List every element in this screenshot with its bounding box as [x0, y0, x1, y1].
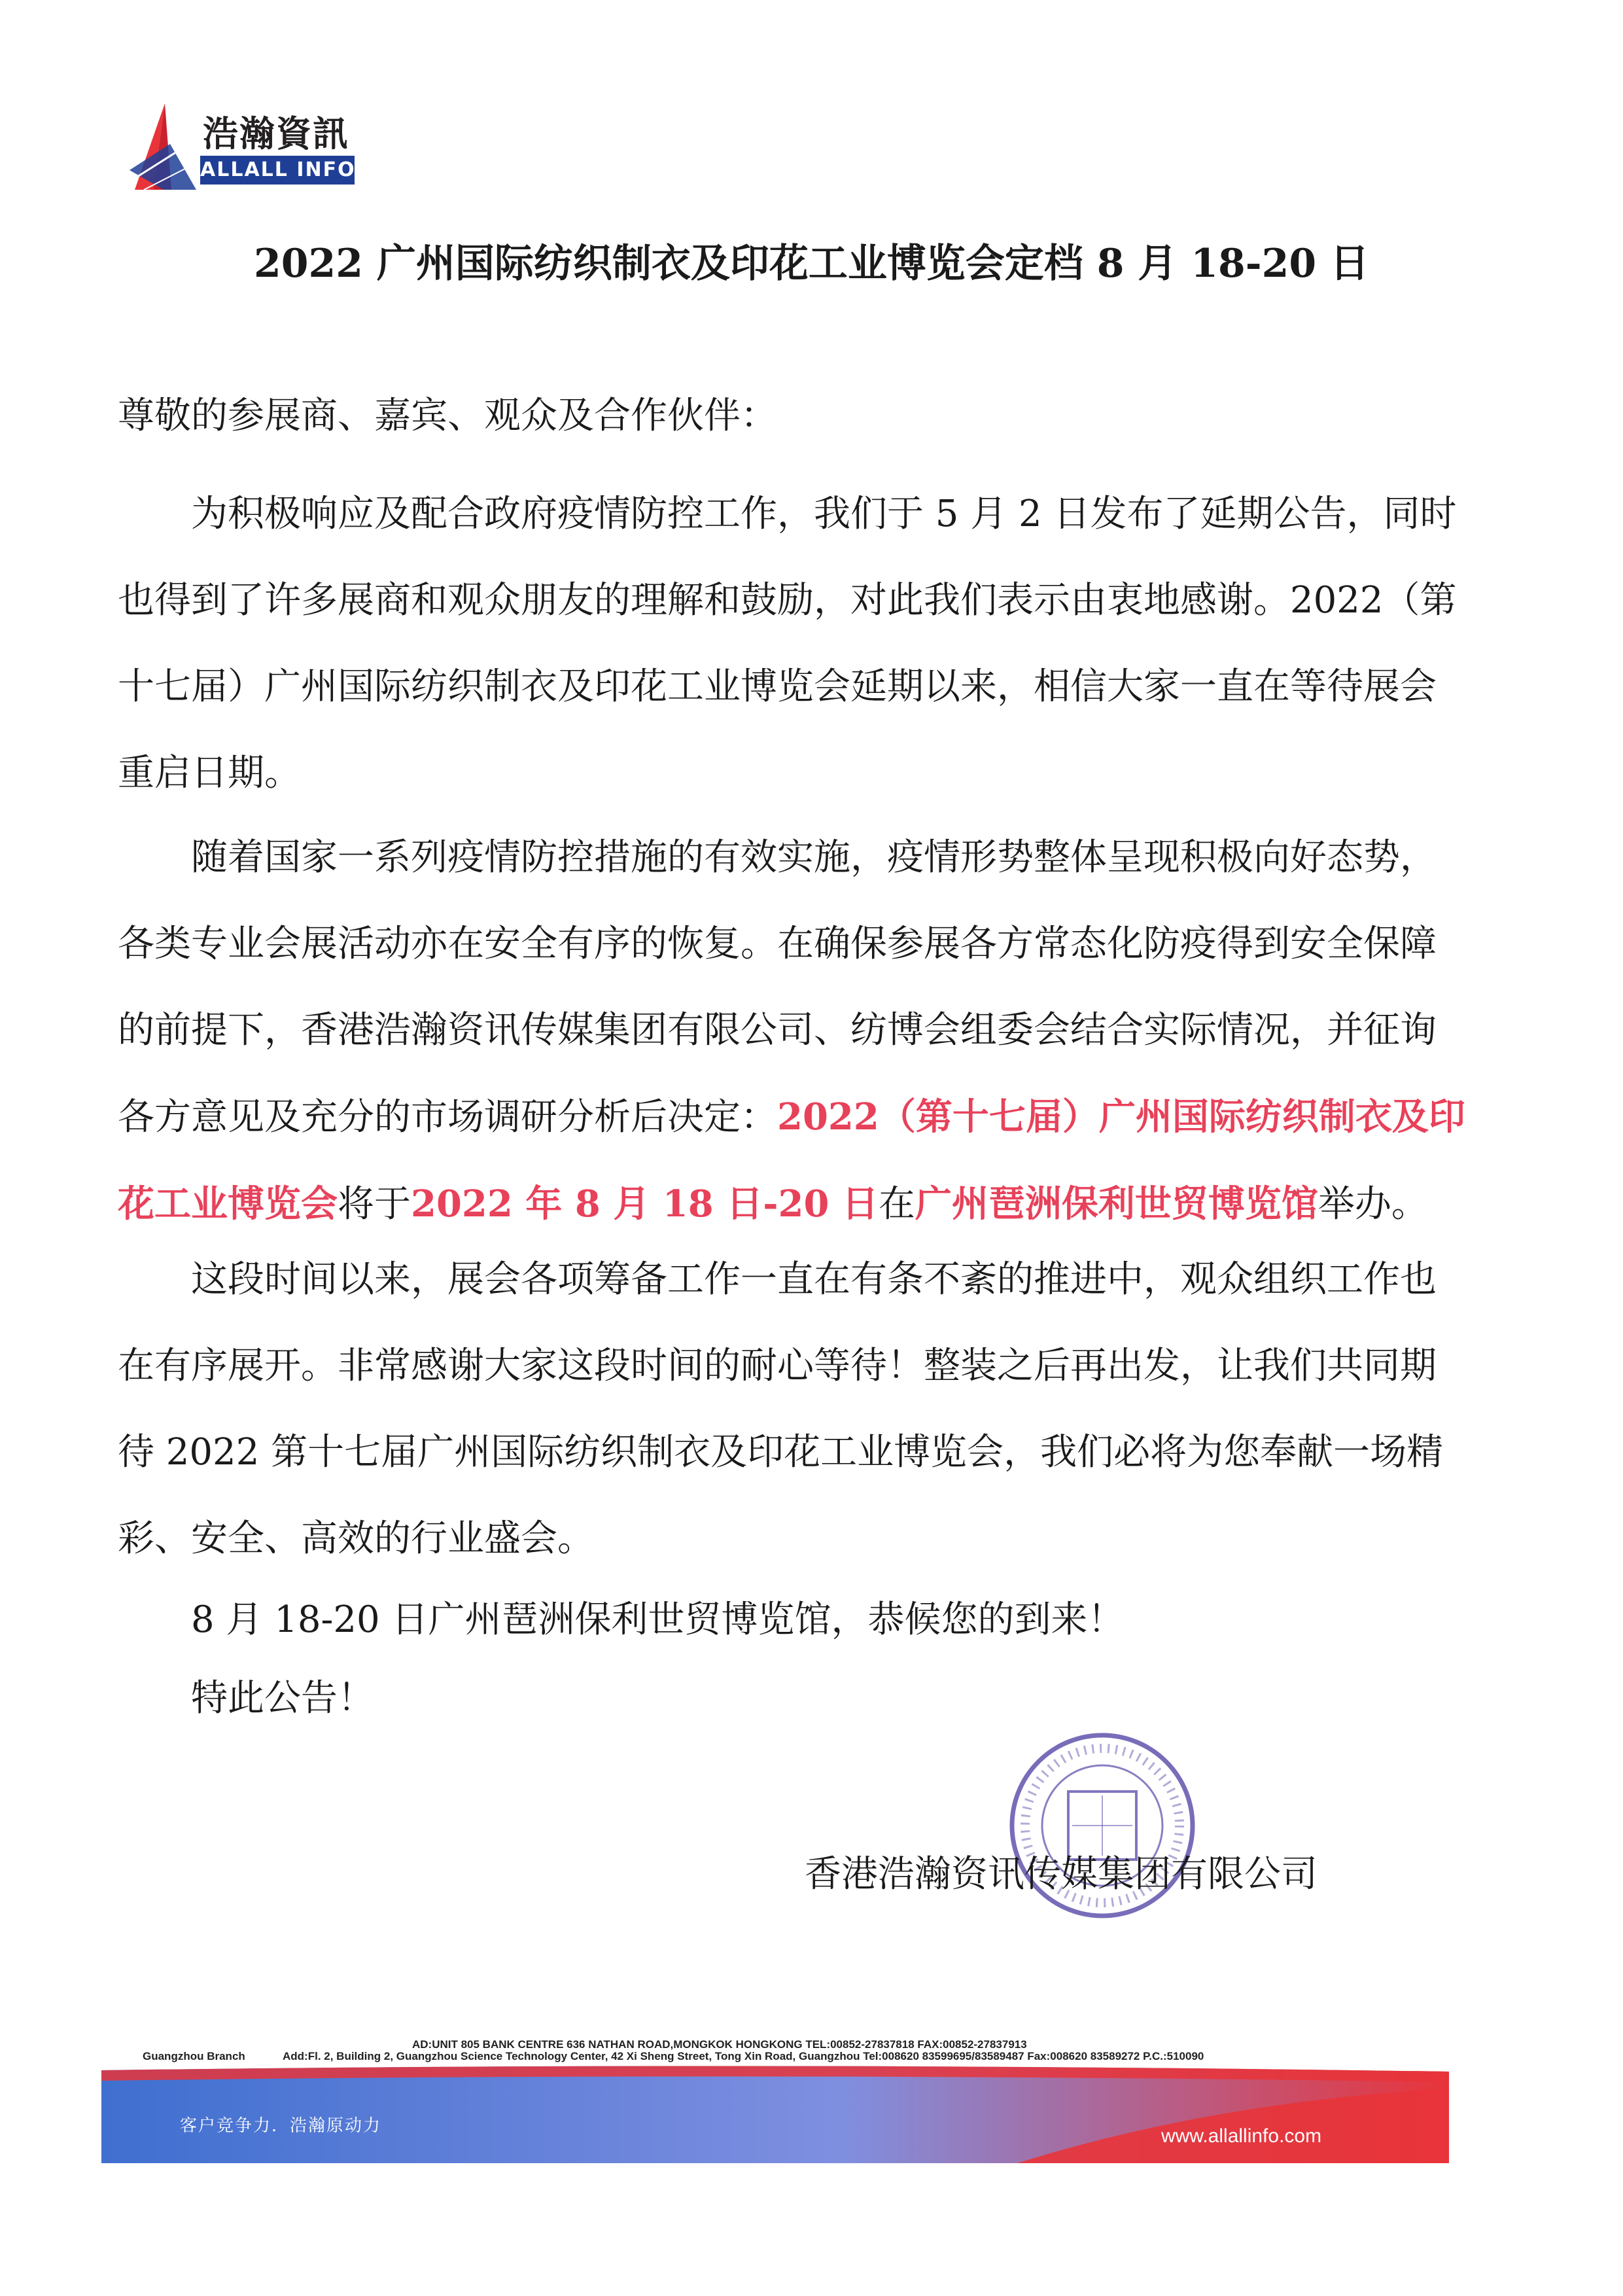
logo-mark-icon: [124, 98, 209, 203]
paragraph-5: 特此公告！: [191, 1677, 374, 1720]
footer-website-link[interactable]: www.allallinfo.com: [1161, 2125, 1322, 2147]
footer-hk-address: AD:UNIT 805 BANK CENTRE 636 NATHAN ROAD,MONGKOK HONGKONG TEL:00852-27837818 FAX:00852-27837913: [412, 2038, 1027, 2051]
paragraph-4: 8 月 18-20 日广州琶洲保利世贸博览馆，恭候您的到来！: [191, 1598, 1125, 1641]
salutation: 尊敬的参展商、嘉宾、观众及合作伙伴：: [118, 395, 777, 437]
event-date-highlight: 2022 年 8 月 18 日-20 日: [411, 1182, 879, 1226]
paragraph-1: 为积极响应及配合政府疫情防控工作，我们于 5 月 2 日发布了延期公告，同时也得到了许多展商和观众朋友的理解和鼓励，对此我们表示由衷地感谢。2022（第十七届）广州国际纺织制衣及印花工业博览会延期以来，相信大家一直在等待展会重启日期。: [118, 493, 1457, 794]
paragraph-2-end: 举办。: [1318, 1183, 1428, 1226]
company-logo: [124, 98, 360, 203]
paragraph-2-at: 在: [878, 1183, 915, 1226]
paragraph-3: 这段时间以来，展会各项筹备工作一直在有条不紊的推进中，观众组织工作也在有序展开。非常感谢大家这段时间的耐心等待！整装之后再出发，让我们共同期待 2022 第十七届广州国际纺织制衣及印花工业博览会，我们必将为您奉献一场精彩、安全、高效的行业盛会。: [118, 1258, 1444, 1560]
footer-guangzhou-label: Guangzhou Branch: [143, 2050, 245, 2062]
paragraph-2: [118, 815, 1472, 1248]
footer-guangzhou-address: Add:Fl. 2, Building 2, Guangzhou Science Technology Center, 42 Xi Sheng Street, Tong Xin Road, Guangzhou Tel:008620 83599695/83589487 Fax:008620 83589272 P.C.:510090: [283, 2050, 1204, 2062]
paragraph-2-connector: 将于: [338, 1183, 411, 1226]
footer-slogan: 客户竞争力．浩瀚原动力: [180, 2116, 382, 2136]
logo-chinese-name: 浩瀚資訊: [203, 113, 349, 154]
paragraph-2-intro: 随着国家一系列疫情防控措施的有效实施，疫情形势整体呈现积极向好态势，各类专业会展活动亦在安全有序的恢复。在确保参展各方常态化防疫得到安全保障的前提下，香港浩瀚资讯传媒集团有限公司、纺博会组委会结合实际情况，并征询各方意见及充分的市场调研分析后决定：: [118, 836, 1437, 1139]
document-title: 2022 广州国际纺织制衣及印花工业博览会定档 8 月 18-20 日: [253, 241, 1370, 287]
event-venue-highlight: 广州琶洲保利世贸博览馆: [915, 1182, 1318, 1226]
event-name-highlight: 2022（第十七届）广州国际纺织制衣及印花工业博览会: [118, 1095, 1465, 1226]
logo-english-name: ALLALL INFO: [200, 156, 355, 185]
signature-company: 香港浩瀚资讯传媒集团有限公司: [805, 1853, 1318, 1896]
